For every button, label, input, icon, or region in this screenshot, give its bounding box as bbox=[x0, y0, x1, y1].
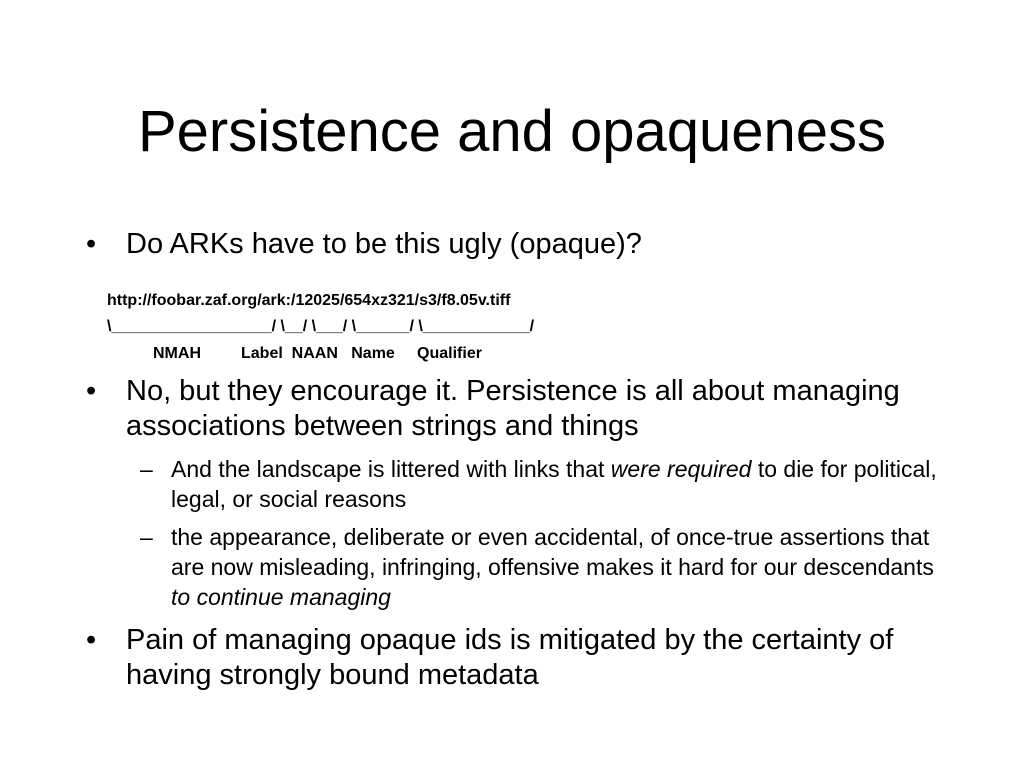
bullet-marker: • bbox=[86, 375, 97, 407]
bullet-marker: • bbox=[86, 228, 97, 260]
bullet-encourage bbox=[86, 374, 966, 444]
ark-url-part-labels: NMAH Label NAAN Name Qualifier bbox=[153, 345, 482, 362]
sub-bullet-marker: – bbox=[140, 524, 153, 550]
slide-title: Persistence and opaqueness bbox=[137, 99, 887, 164]
sub-bullet-emphasis: were required bbox=[610, 456, 752, 482]
bullet-text: Pain of managing opaque ids is mitigated by the certainty of having strongly bound metadata bbox=[126, 624, 894, 691]
sub-bullet-marker: – bbox=[140, 456, 153, 482]
bullet-text: Do ARKs have to be this ugly (opaque)? bbox=[126, 228, 642, 260]
sub-bullet-emphasis: to continue managing bbox=[171, 584, 391, 610]
bullet-ark-ugly bbox=[86, 227, 966, 262]
sub-bullet-landscape bbox=[140, 454, 940, 514]
sub-bullet-text-end: to die for political, legal, or social reasons bbox=[171, 456, 937, 512]
sub-bullet-text-start: the appearance, deliberate or even accidental, of once-true assertions that are now misleading, infringing, offensive makes it hard for our descendants bbox=[171, 524, 934, 580]
bullet-opaque-ids bbox=[86, 623, 966, 693]
sub-bullet-text bbox=[171, 454, 940, 514]
sub-bullet-appearance bbox=[140, 522, 940, 612]
sub-bullet-text bbox=[171, 522, 940, 612]
ark-url-underline: \__________________/ \__/ \___/ \______/ \____________/ bbox=[107, 318, 535, 335]
bullet-marker: • bbox=[86, 624, 97, 656]
bullet-text: No, but they encourage it. Persistence is all about managing associations between strings and things bbox=[126, 375, 900, 442]
ark-url-example: http://foobar.zaf.org/ark:/12025/654xz321/s3/f8.05v.tiff bbox=[107, 292, 511, 309]
sub-bullet-text-start: And the landscape is littered with links that bbox=[171, 456, 611, 482]
